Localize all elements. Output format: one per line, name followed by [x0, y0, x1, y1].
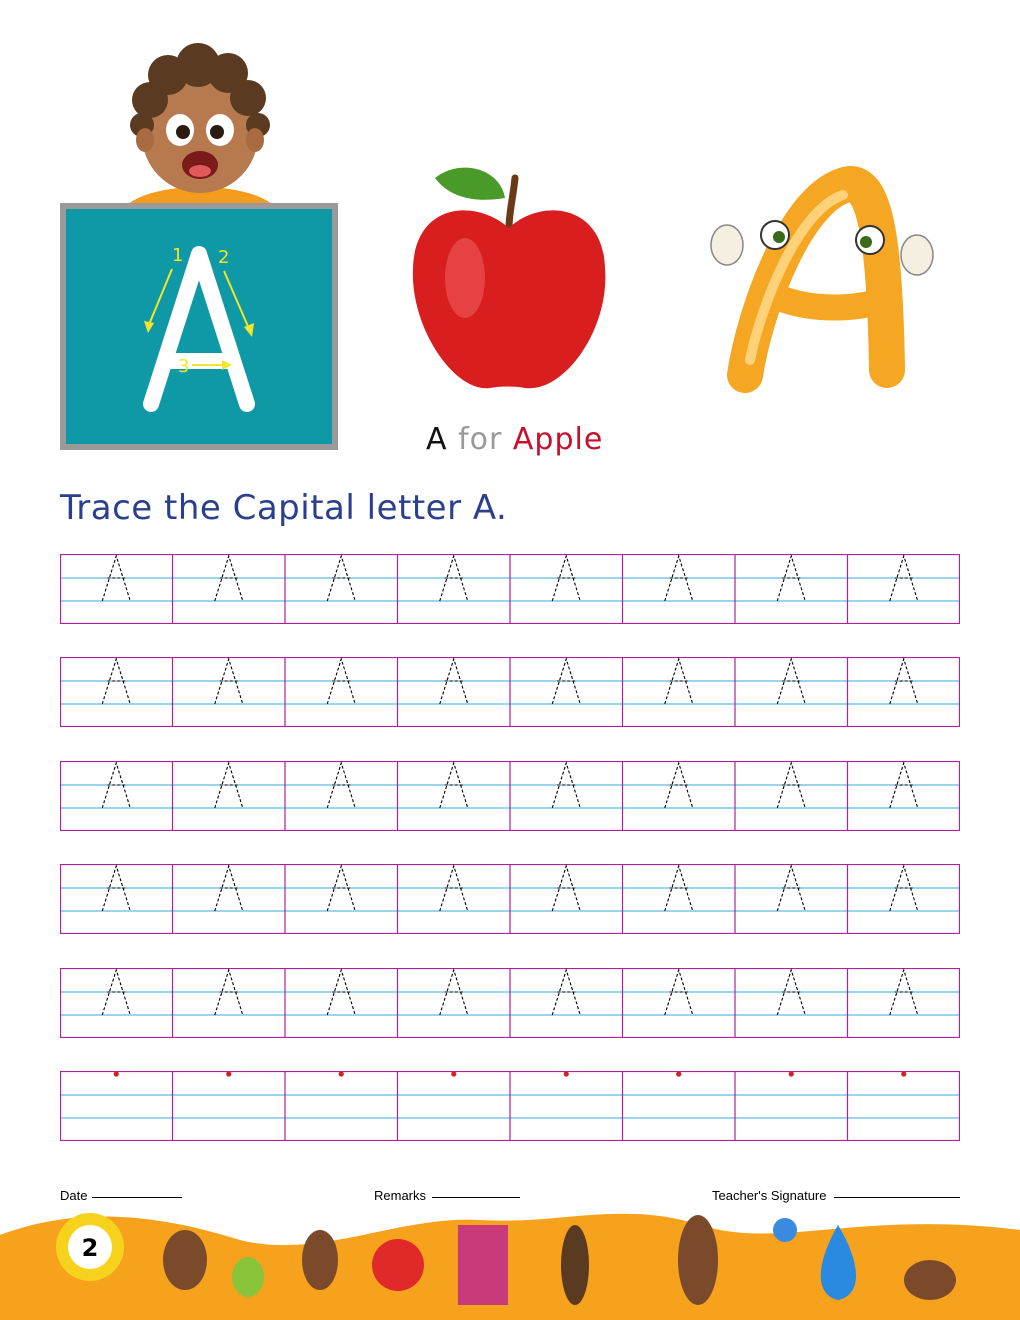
- boy-illustration: [120, 40, 280, 210]
- signature-label: Teacher's Signature: [712, 1188, 827, 1203]
- start-dot: [226, 1071, 231, 1076]
- start-dot: [451, 1071, 456, 1076]
- start-dot: [564, 1071, 569, 1076]
- stroke-number-1: 1: [172, 245, 184, 266]
- footer-decoration: [0, 1205, 1020, 1320]
- dot-row[interactable]: [60, 1071, 960, 1141]
- remarks-line[interactable]: [432, 1197, 520, 1198]
- stroke-number-2: 2: [218, 247, 230, 268]
- remarks-label: Remarks: [374, 1188, 427, 1203]
- caption-word: Apple: [512, 422, 604, 457]
- cartoon-letter-a: [705, 160, 940, 395]
- page-number: 2: [81, 1234, 99, 1262]
- start-dot: [114, 1071, 119, 1076]
- apple-illustration: [405, 158, 615, 398]
- start-dot: [901, 1071, 906, 1076]
- trace-row[interactable]: [60, 554, 960, 624]
- date-label: Date: [60, 1188, 88, 1203]
- trace-row[interactable]: [60, 968, 960, 1038]
- board-letter-a: [66, 209, 332, 444]
- trace-row[interactable]: [60, 864, 960, 934]
- caption: [426, 422, 603, 457]
- signature-line[interactable]: [834, 1197, 960, 1198]
- letter-board: [60, 203, 338, 450]
- start-dot: [789, 1071, 794, 1076]
- caption-for: for: [458, 422, 503, 457]
- start-dot: [339, 1071, 344, 1076]
- caption-letter: A: [426, 422, 448, 457]
- trace-row[interactable]: [60, 657, 960, 727]
- trace-row[interactable]: [60, 761, 960, 831]
- stroke-number-3: 3: [178, 356, 190, 377]
- instruction-heading: Trace the Capital letter A.: [60, 488, 508, 528]
- start-dot: [676, 1071, 681, 1076]
- date-line[interactable]: [92, 1197, 182, 1198]
